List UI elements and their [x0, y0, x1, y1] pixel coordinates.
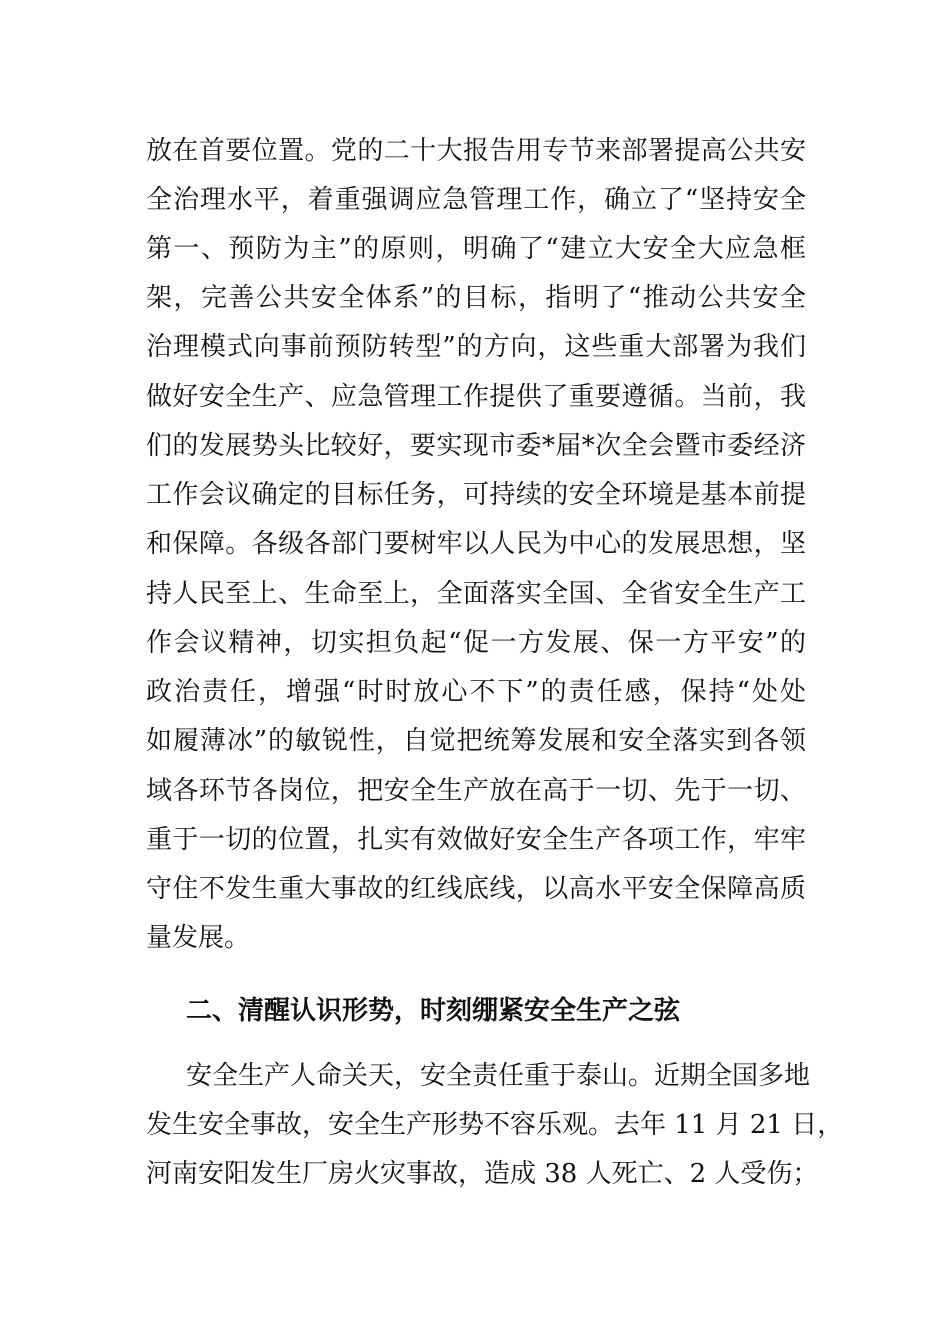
paragraph-line: 量发展。	[146, 923, 251, 953]
paragraph-line: 守住不发生重大事故的红线底线，以高水平安全保障高质	[146, 874, 806, 904]
paragraph-line: 全治理水平，着重强调应急管理工作，确立了“坚持安全	[146, 185, 806, 215]
paragraph-line: 如履薄冰”的敏锐性，自觉把统筹发展和安全落实到各领	[146, 726, 806, 756]
section-heading: 二、清醒认识形势，时刻绷紧安全生产之弦	[186, 996, 681, 1026]
paragraph-line: 第一、预防为主”的原则，明确了“建立大安全大应急框	[146, 234, 806, 264]
paragraph-line: 作会议精神，切实担负起“促一方发展、保一方平安”的	[146, 628, 806, 658]
paragraph-line: 河南安阳发生厂房火灾事故，造成 38 人死亡、2 人受伤；	[146, 1159, 819, 1189]
paragraph-line: 安全生产人命关天，安全责任重于泰山。近期全国多地	[186, 1061, 811, 1091]
paragraph-line: 发生安全事故，安全生产形势不容乐观。去年 11 月 21 日，	[146, 1110, 844, 1140]
paragraph-line: 们的发展势头比较好，要实现市委*届*次全会暨市委经济	[146, 431, 806, 461]
paragraph-line: 工作会议确定的目标任务，可持续的安全环境是基本前提	[146, 480, 806, 510]
paragraph-line: 域各环节各岗位，把安全生产放在高于一切、先于一切、	[146, 776, 806, 806]
paragraph-line: 持人民至上、生命至上，全面落实全国、全省安全生产工	[146, 579, 806, 609]
paragraph-line: 和保障。各级各部门要树牢以人民为中心的发展思想，坚	[146, 529, 806, 559]
paragraph-line: 重于一切的位置，扎实有效做好安全生产各项工作，牢牢	[146, 825, 806, 855]
paragraph-line: 治理模式向事前预防转型”的方向，这些重大部署为我们	[146, 332, 806, 362]
paragraph-line: 架，完善公共安全体系”的目标，指明了“推动公共安全	[146, 283, 806, 313]
paragraph-line: 放在首要位置。党的二十大报告用专节来部署提高公共安	[146, 136, 806, 166]
paragraph-line: 做好安全生产、应急管理工作提供了重要遵循。当前，我	[146, 382, 806, 412]
paragraph-line: 政治责任，增强“时时放心不下”的责任感，保持“处处	[146, 677, 806, 707]
